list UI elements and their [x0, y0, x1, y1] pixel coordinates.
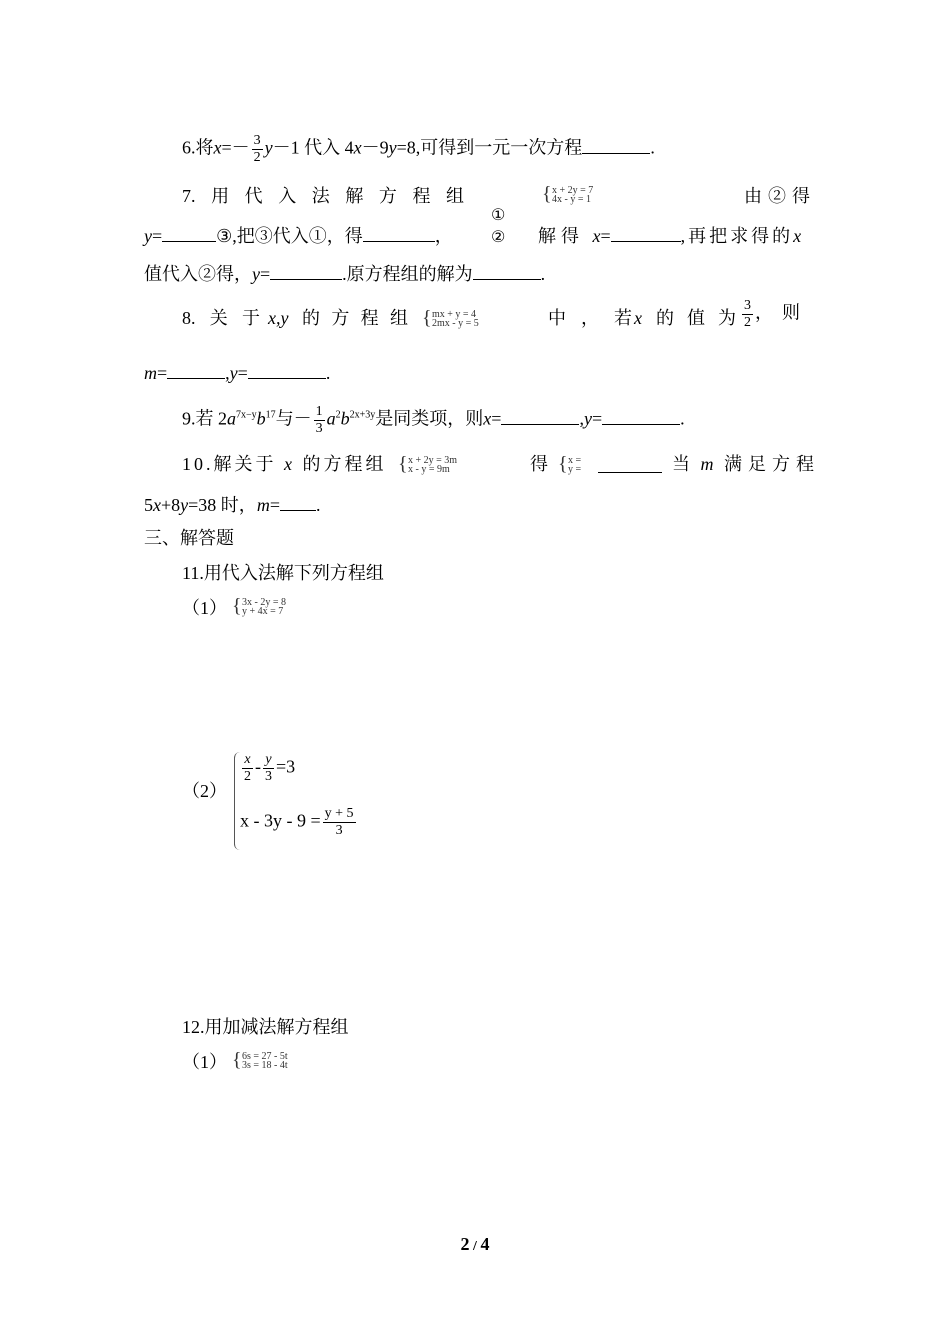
fraction-3-2: $\frac{3}{2}$ [744, 298, 751, 330]
question-10-d: 当 m 满足方程 [672, 454, 820, 474]
section-heading: 三、解答题 [144, 528, 234, 548]
brace-icon: { [422, 307, 432, 329]
answer-blank[interactable] [270, 261, 342, 280]
answer-blank[interactable] [602, 406, 680, 425]
question-8-words-2: 中 ， 若 [548, 308, 632, 328]
question-7-line-1-tail: 由②得 [744, 186, 816, 206]
question-7-line-3: 值代入②得，y= .原方程组的解为 . [144, 261, 545, 286]
question-8-start: 8. 关 于 [182, 308, 260, 328]
brace-icon: { [542, 183, 552, 205]
question-7-line-1: 7. 用 代 入 法 解 方 程 组 [182, 186, 464, 206]
answer-blank[interactable] [248, 360, 326, 379]
question-11-part-2-label: （2） [182, 781, 227, 801]
question-10-a: 10.解关于 x 的方程组 [182, 454, 387, 474]
question-9: 9.若 $2a^{7x-y}b^{17}$与－ $\frac{1}{3}$ $a^2b^{2x+3y}$是同类项，则x= ,y= . [182, 404, 685, 436]
question-10-line-2: 5x+8y=38 时，m= . [144, 492, 320, 517]
brace-icon: { [558, 453, 568, 475]
brace-icon: { [232, 1052, 242, 1071]
question-8-words-3: 的 值 为 [656, 308, 736, 328]
fraction-3-2: $\frac{3}{2}$ [253, 133, 261, 165]
equation-row-1: $\frac{x}{2}$ - $\frac{y}{3}$ =3 [244, 752, 296, 784]
answer-blank[interactable] [598, 458, 662, 473]
question-6: 6.将x=－ $\frac{3}{2}$ y－1 代入 4x－9y=8,可得到一元一次方程 . [182, 133, 655, 165]
answer-blank[interactable] [280, 492, 316, 511]
answer-blank[interactable] [582, 135, 650, 154]
question-7-line-2-right: 解得 x= ,再把求得的x [538, 223, 801, 248]
question-11-title: 11.用代入法解下列方程组 [182, 563, 384, 583]
equation-system-q11-1: { 3x - 2y = 8 y + 4x = 7 [232, 595, 286, 617]
brace-icon: { [232, 595, 242, 617]
equation-marker-1: ① [491, 207, 506, 224]
question-11-part-1-label: （1） [182, 598, 227, 618]
answer-blank[interactable] [167, 360, 225, 379]
question-7-line-2: y= ③,把③代入①，得 ， [144, 223, 453, 248]
equation-row-2: x - 3y - 9 = $\frac{y + 5}{3}$ [240, 806, 354, 838]
question-8-frac: $\frac{3}{2}$ ， 则 [744, 298, 800, 330]
answer-blank[interactable] [611, 223, 681, 242]
answer-blank[interactable] [473, 261, 541, 280]
question-12-title: 12.用加减法解方程组 [182, 1017, 349, 1037]
fraction-1-3: $\frac{1}{3}$ [315, 404, 323, 436]
equation-system-q10-solution: { x = y = [558, 456, 666, 476]
question-8-line-2: m= ,y= . [144, 360, 330, 385]
answer-blank[interactable] [363, 223, 435, 242]
equation-marker-2: ② [491, 229, 506, 246]
equation-system-q12-1: { 6s = 27 - 5t 3s = 18 - 4t [232, 1052, 288, 1071]
brace-icon: { [398, 453, 408, 475]
answer-blank[interactable] [501, 406, 579, 425]
equation-system-q7: { x + 2y = 7 4x - y = 1 [542, 183, 594, 205]
equation-system-q8: { mx + y = 4 2mx - y = 5 [422, 307, 479, 329]
question-10-c: 得 [530, 454, 548, 474]
question-8-vars: x,y [268, 308, 289, 328]
question-8-words: 的 方 程 组 [302, 308, 408, 328]
answer-blank[interactable] [162, 223, 216, 242]
question-12-part-1-label: （1） [182, 1052, 227, 1072]
page-number: 2 / 4 [460, 1234, 490, 1254]
equation-system-q10: { x + 2y = 3m x - y = 9m [398, 453, 458, 475]
question-8-var-x: x [634, 308, 642, 328]
